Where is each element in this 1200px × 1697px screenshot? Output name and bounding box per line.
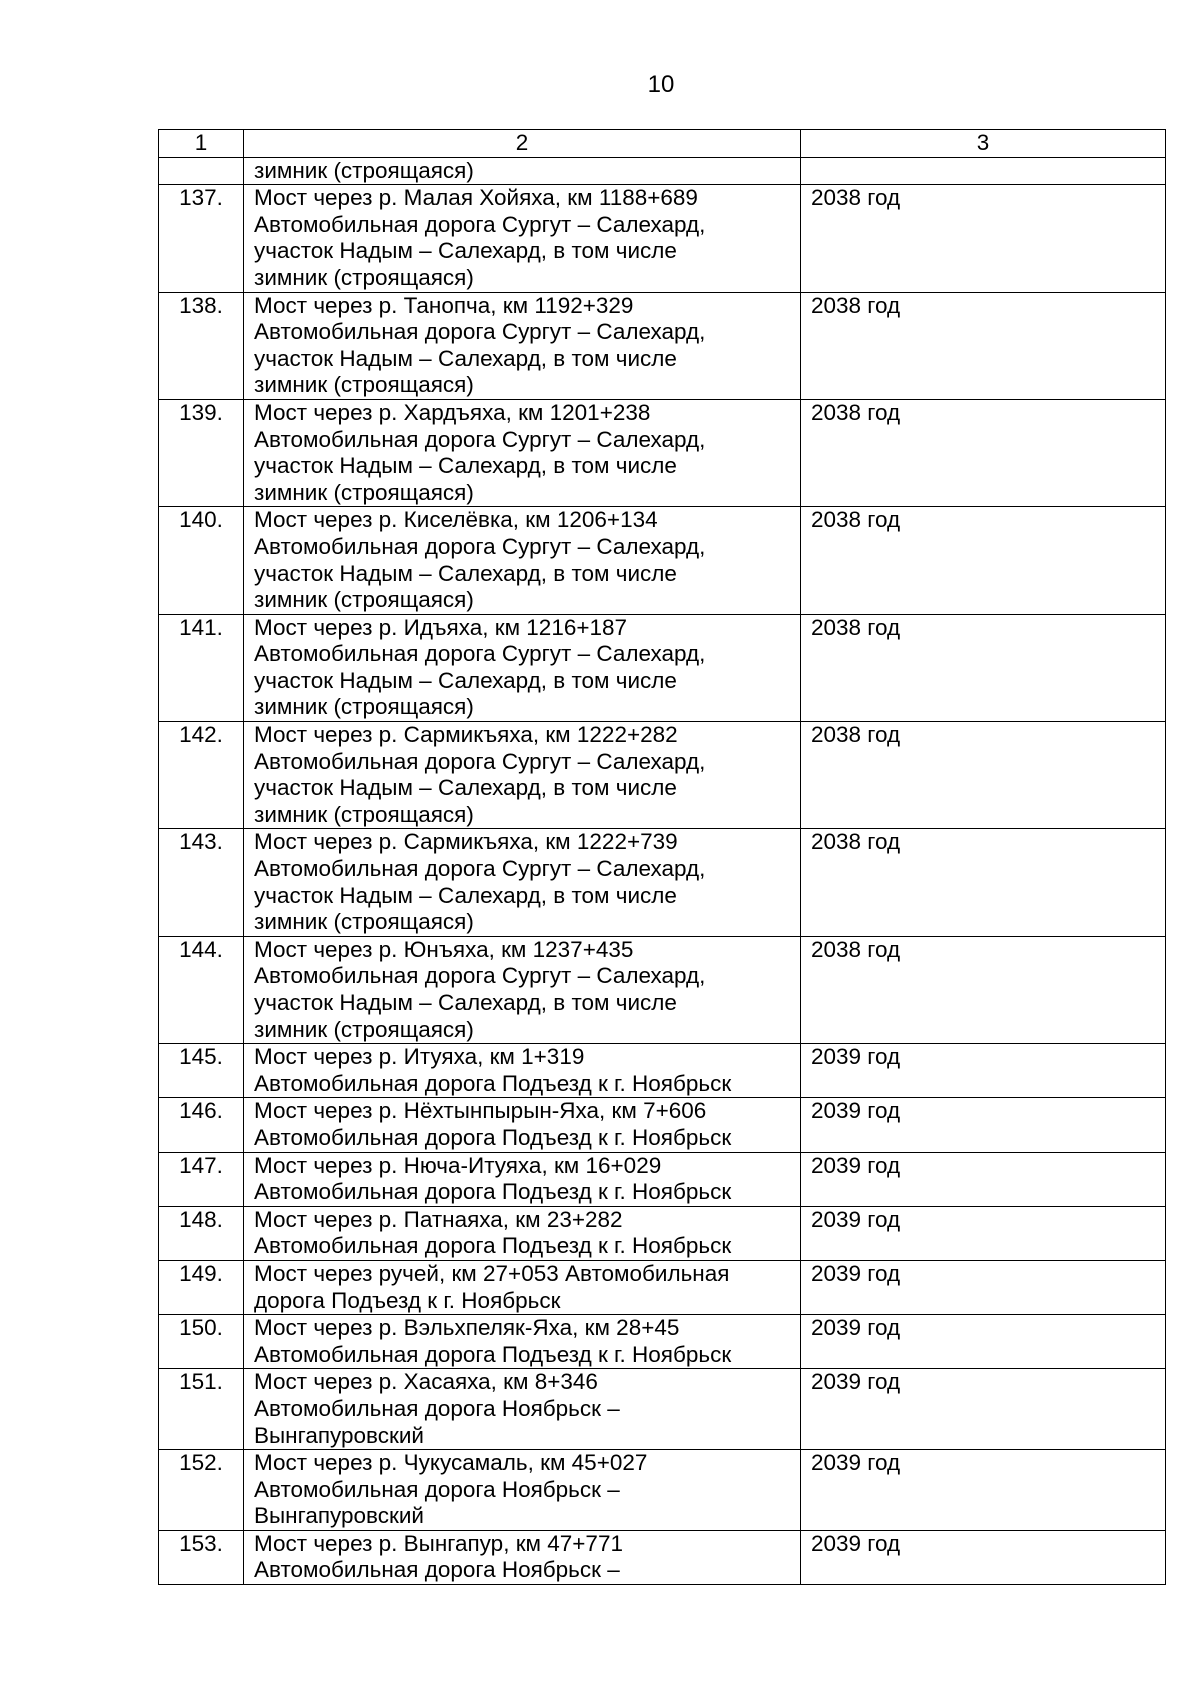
table-row bbox=[159, 507, 1166, 614]
row-number-cell bbox=[159, 1315, 244, 1369]
row-number-cell bbox=[159, 1260, 244, 1314]
row-year-cell-text: 2039 год bbox=[811, 1206, 901, 1232]
row-year-cell bbox=[801, 1530, 1166, 1584]
row-number-cell-text: 139. bbox=[179, 399, 223, 425]
row-year-cell-text: 2038 год bbox=[811, 614, 901, 640]
table-row bbox=[159, 1315, 1166, 1369]
row-number-cell-text: 150. bbox=[179, 1315, 223, 1341]
row-year-cell bbox=[801, 185, 1166, 292]
row-year-cell-text: 2038 год bbox=[811, 936, 901, 962]
column-header-1: 1 bbox=[159, 130, 244, 158]
row-description-cell bbox=[244, 1530, 801, 1584]
continuation-text: зимник (строящаяся) bbox=[254, 157, 474, 183]
table-row bbox=[159, 292, 1166, 399]
table-row bbox=[159, 1206, 1166, 1260]
row-description-cell-text: Мост через р. Сармикъяха, км 1222+282 Автомобильная дорога Сургут – Салехард, участок Надым – Салехард, в том числе зимник (строящаяся) bbox=[254, 722, 706, 827]
row-number-cell-text: 142. bbox=[179, 722, 223, 748]
row-year-cell-text: 2038 год bbox=[811, 507, 901, 533]
row-year-cell-text: 2038 год bbox=[811, 829, 901, 855]
table-row bbox=[159, 1152, 1166, 1206]
row-description-cell-text: Мост через ручей, км 27+053 Автомобильная дорога Подъезд к г. Ноябрьск bbox=[254, 1260, 730, 1313]
row-year-cell bbox=[801, 722, 1166, 829]
row-description-cell-text: Мост через р. Сармикъяха, км 1222+739 Автомобильная дорога Сургут – Салехард, участок Надым – Салехард, в том числе зимник (строящаяся) bbox=[254, 829, 706, 935]
row-number-cell-text: 146. bbox=[179, 1098, 223, 1124]
row-description-cell-text: Мост через р. Нёхтынпырын-Яха, км 7+606 Автомобильная дорога Подъезд к г. Ноябрьск bbox=[254, 1098, 732, 1150]
table-row bbox=[159, 614, 1166, 721]
row-year-cell bbox=[801, 1098, 1166, 1152]
row-number-cell bbox=[159, 829, 244, 936]
row-description-cell-text: Мост через р. Патнаяха, км 23+282 Автомобильная дорога Подъезд к г. Ноябрьск bbox=[254, 1206, 732, 1259]
row-year-cell bbox=[801, 829, 1166, 936]
row-year-cell bbox=[801, 1152, 1166, 1206]
row-year-cell bbox=[801, 1450, 1166, 1531]
row-year-cell bbox=[801, 292, 1166, 399]
row-description-cell-text: Мост через р. Вэльхпеляк-Яха, км 28+45 Автомобильная дорога Подъезд к г. Ноябрьск bbox=[254, 1315, 732, 1367]
row-description-cell-text: Мост через р. Хардъяха, км 1201+238 Автомобильная дорога Сургут – Салехард, участок Надым – Салехард, в том числе зимник (строящаяся) bbox=[254, 399, 706, 505]
row-number-cell-text: 141. bbox=[179, 614, 223, 640]
table-row bbox=[159, 1098, 1166, 1152]
row-description-cell bbox=[244, 1260, 801, 1314]
row-year-cell-text: 2039 год bbox=[811, 1450, 901, 1476]
row-description-cell bbox=[244, 1206, 801, 1260]
row-year-cell bbox=[801, 1260, 1166, 1314]
row-year-cell bbox=[801, 1044, 1166, 1098]
row-year-cell bbox=[801, 507, 1166, 614]
row-number-cell bbox=[159, 507, 244, 614]
row-description-cell-text: Мост через р. Нюча-Итуяха, км 16+029 Автомобильная дорога Подъезд к г. Ноябрьск bbox=[254, 1152, 732, 1205]
row-number-cell bbox=[159, 722, 244, 829]
row-description-cell-text: Мост через р. Киселёвка, км 1206+134 Автомобильная дорога Сургут – Салехард, участок Надым – Салехард, в том числе зимник (строящаяся) bbox=[254, 507, 706, 613]
row-year-cell-text: 2039 год bbox=[811, 1369, 901, 1395]
table-row bbox=[159, 829, 1166, 936]
row-description-cell-text: Мост через р. Итуяха, км 1+319 Автомобильная дорога Подъезд к г. Ноябрьск bbox=[254, 1044, 732, 1096]
row-number-cell bbox=[159, 936, 244, 1043]
row-number-cell bbox=[159, 1098, 244, 1152]
row-number-cell-text: 147. bbox=[179, 1152, 223, 1178]
row-year-cell-text: 2038 год bbox=[811, 399, 901, 425]
table-row bbox=[159, 185, 1166, 292]
row-year-cell bbox=[801, 936, 1166, 1043]
row-number-cell bbox=[159, 1369, 244, 1450]
row-year-cell bbox=[801, 1206, 1166, 1260]
row-description-cell-text: Мост через р. Чукусамаль, км 45+027 Автомобильная дорога Ноябрьск – Вынгапуровский bbox=[254, 1450, 648, 1529]
page-number: 10 bbox=[647, 71, 675, 98]
row-description-cell-text: Мост через р. Вынгапур, км 47+771 Автомобильная дорога Ноябрьск – bbox=[254, 1530, 623, 1583]
row-description-cell bbox=[244, 1315, 801, 1369]
row-description-cell-text: Мост через р. Юнъяха, км 1237+435 Автомобильная дорога Сургут – Салехард, участок Надым – Салехард, в том числе зимник (строящаяся) bbox=[254, 936, 706, 1042]
row-year-cell bbox=[801, 1369, 1166, 1450]
row-number-cell bbox=[159, 614, 244, 721]
row-number-cell-text: 143. bbox=[179, 829, 223, 855]
table-row bbox=[159, 722, 1166, 829]
row-number-cell bbox=[159, 185, 244, 292]
row-number-cell-text: 144. bbox=[179, 936, 223, 962]
row-number-cell-text: 138. bbox=[179, 292, 223, 318]
row-description-cell bbox=[244, 1369, 801, 1450]
row-year-cell bbox=[801, 1315, 1166, 1369]
continuation-year-cell bbox=[801, 157, 1166, 185]
row-description-cell bbox=[244, 1152, 801, 1206]
row-year-cell-text: 2039 год bbox=[811, 1152, 901, 1178]
continuation-description-cell bbox=[244, 157, 801, 185]
row-year-cell-text: 2039 год bbox=[811, 1098, 901, 1124]
row-number-cell-text: 137. bbox=[179, 185, 223, 211]
column-header-3: 3 bbox=[801, 130, 1166, 158]
row-description-cell bbox=[244, 1450, 801, 1531]
table-row bbox=[159, 1530, 1166, 1584]
row-number-cell-text: 148. bbox=[179, 1206, 223, 1232]
row-description-cell bbox=[244, 185, 801, 292]
row-number-cell-text: 149. bbox=[179, 1260, 223, 1286]
table-row bbox=[159, 399, 1166, 506]
table-header-row bbox=[159, 130, 1166, 158]
row-year-cell-text: 2038 год bbox=[811, 722, 901, 748]
row-year-cell bbox=[801, 399, 1166, 506]
row-year-cell-text: 2039 год bbox=[811, 1044, 901, 1070]
row-number-cell-text: 153. bbox=[179, 1530, 223, 1556]
row-description-cell bbox=[244, 614, 801, 721]
row-description-cell bbox=[244, 292, 801, 399]
row-description-cell-text: Мост через р. Малая Хойяха, км 1188+689 Автомобильная дорога Сургут – Салехард, участок Надым – Салехард, в том числе зимник (строящаяся) bbox=[254, 185, 706, 290]
row-number-cell bbox=[159, 1530, 244, 1584]
table-row bbox=[159, 936, 1166, 1043]
table-row bbox=[159, 1450, 1166, 1531]
row-year-cell bbox=[801, 614, 1166, 721]
row-year-cell-text: 2038 год bbox=[811, 292, 901, 318]
row-description-cell-text: Мост через р. Хасаяха, км 8+346 Автомобильная дорога Ноябрьск – Вынгапуровский bbox=[254, 1369, 620, 1448]
row-number-cell bbox=[159, 1206, 244, 1260]
row-description-cell-text: Мост через р. Танопча, км 1192+329 Автомобильная дорога Сургут – Салехард, участок Надым – Салехард, в том числе зимник (строящаяся) bbox=[254, 292, 706, 398]
row-number-cell bbox=[159, 1044, 244, 1098]
row-number-cell bbox=[159, 1450, 244, 1531]
row-number-cell-text: 151. bbox=[179, 1369, 223, 1395]
row-number-cell-text: 140. bbox=[179, 507, 223, 533]
row-year-cell-text: 2039 год bbox=[811, 1530, 901, 1556]
row-year-cell-text: 2038 год bbox=[811, 185, 901, 211]
row-description-cell bbox=[244, 1098, 801, 1152]
row-year-cell-text: 2039 год bbox=[811, 1260, 901, 1286]
row-number-cell-text: 152. bbox=[179, 1450, 223, 1476]
row-year-cell-text: 2039 год bbox=[811, 1315, 901, 1341]
row-description-cell-text: Мост через р. Идъяха, км 1216+187 Автомобильная дорога Сургут – Салехард, участок Надым – Салехард, в том числе зимник (строящаяся) bbox=[254, 614, 706, 720]
table-row bbox=[159, 1369, 1166, 1450]
continuation-row bbox=[159, 157, 1166, 185]
continuation-number-cell bbox=[159, 157, 244, 185]
row-number-cell-text: 145. bbox=[179, 1044, 223, 1070]
row-number-cell bbox=[159, 292, 244, 399]
table-row bbox=[159, 1044, 1166, 1098]
row-number-cell bbox=[159, 399, 244, 506]
row-number-cell bbox=[159, 1152, 244, 1206]
row-description-cell bbox=[244, 722, 801, 829]
row-description-cell bbox=[244, 936, 801, 1043]
row-description-cell bbox=[244, 507, 801, 614]
column-header-2: 2 bbox=[244, 130, 801, 158]
bridges-table bbox=[158, 129, 1166, 1585]
table-row bbox=[159, 1260, 1166, 1314]
row-description-cell bbox=[244, 399, 801, 506]
row-description-cell bbox=[244, 829, 801, 936]
row-description-cell bbox=[244, 1044, 801, 1098]
